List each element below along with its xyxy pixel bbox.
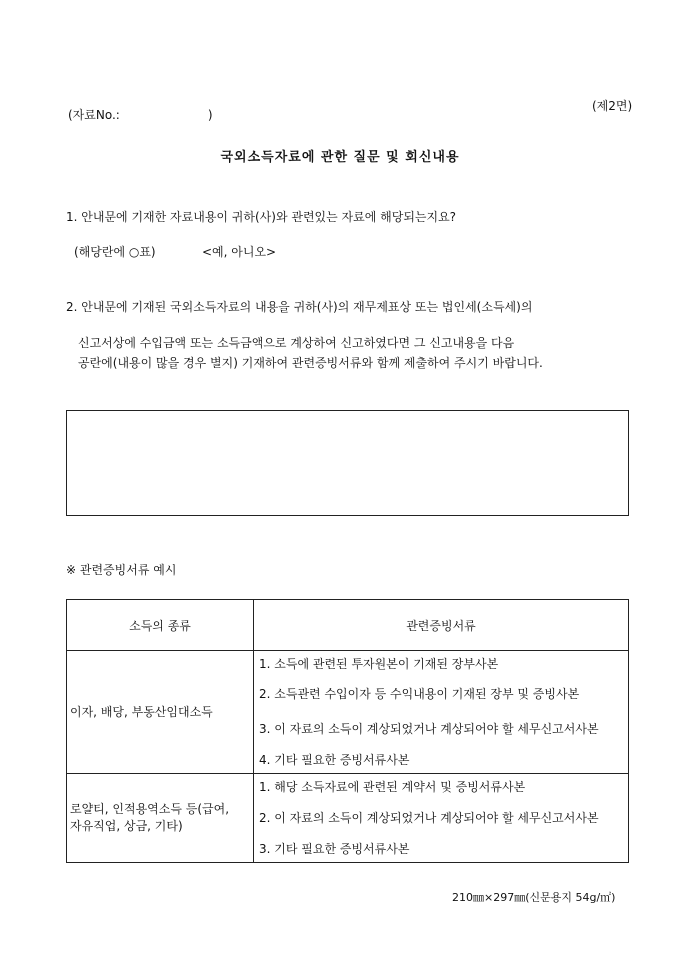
income-type-line: 자유직업, 상금, 기타) [70,819,183,833]
page-title: 국외소득자료에 관한 질문 및 회신내용 [220,150,460,165]
document-ref-label: (자료No.: ) [68,108,213,122]
table-row [67,651,629,774]
question-2-line-2: 신고서상에 수입금액 또는 소득금액으로 계상하여 신고하였다면 그 신고내용을 다음 [78,336,515,350]
income-type-line: 로얄티, 인적용역소득 등(급여, [70,802,230,816]
list-item: 3. 이 자료의 소득이 계상되었거나 계상되어야 할 세무신고서사본 [259,722,599,736]
income-type-cell: 이자, 배당, 부동산임대소득 [67,651,254,774]
list-item: 4. 기타 필요한 증빙서류사본 [259,753,410,767]
page-number-label: (제2면) [592,99,633,113]
list-item: 2. 소득관련 수입이자 등 수익내용이 기재된 장부 및 증빙사본 [259,687,580,701]
answer-box[interactable] [66,410,629,516]
list-item: 3. 기타 필요한 증빙서류사본 [259,842,410,856]
evidence-docs-cell [254,651,629,774]
list-item: 2. 이 자료의 소득이 계상되었거나 계상되어야 할 세무신고서사본 [259,811,599,825]
question-2-line-1: 2. 안내문에 기재된 국외소득자료의 내용을 귀하(사)의 재무제표상 또는 법인세(소득세)의 [66,300,533,314]
income-type-cell [67,774,254,863]
reference-heading: ※ 관련증빙서류 예시 [66,563,177,577]
evidence-docs-cell [254,774,629,863]
evidence-table [66,599,629,863]
question-1-text: 1. 안내문에 기재한 자료내용이 귀하(사)와 관련있는 자료에 해당되는지요? [66,210,457,224]
header-evidence-docs: 관련증빙서류 [254,600,629,651]
table-row [67,774,629,863]
header-income-type: 소득의 종류 [67,600,254,651]
paper-spec-footer: 210㎜×297㎜(신문용지 54g/㎡) [452,891,616,904]
list-item: 1. 해당 소득자료에 관련된 계약서 및 증빙서류사본 [259,780,526,794]
question-1-options: <예, 아니오> [202,245,277,259]
list-item: 1. 소득에 관련된 투자원본이 기재된 장부사본 [259,657,499,671]
question-2-line-3: 공란에(내용이 많을 경우 별지) 기재하여 관련증빙서류와 함께 제출하여 주시기 바랍니다. [78,356,543,370]
table-header-row [67,600,629,651]
question-1-instruction: (해당란에 ○표) [74,245,156,259]
